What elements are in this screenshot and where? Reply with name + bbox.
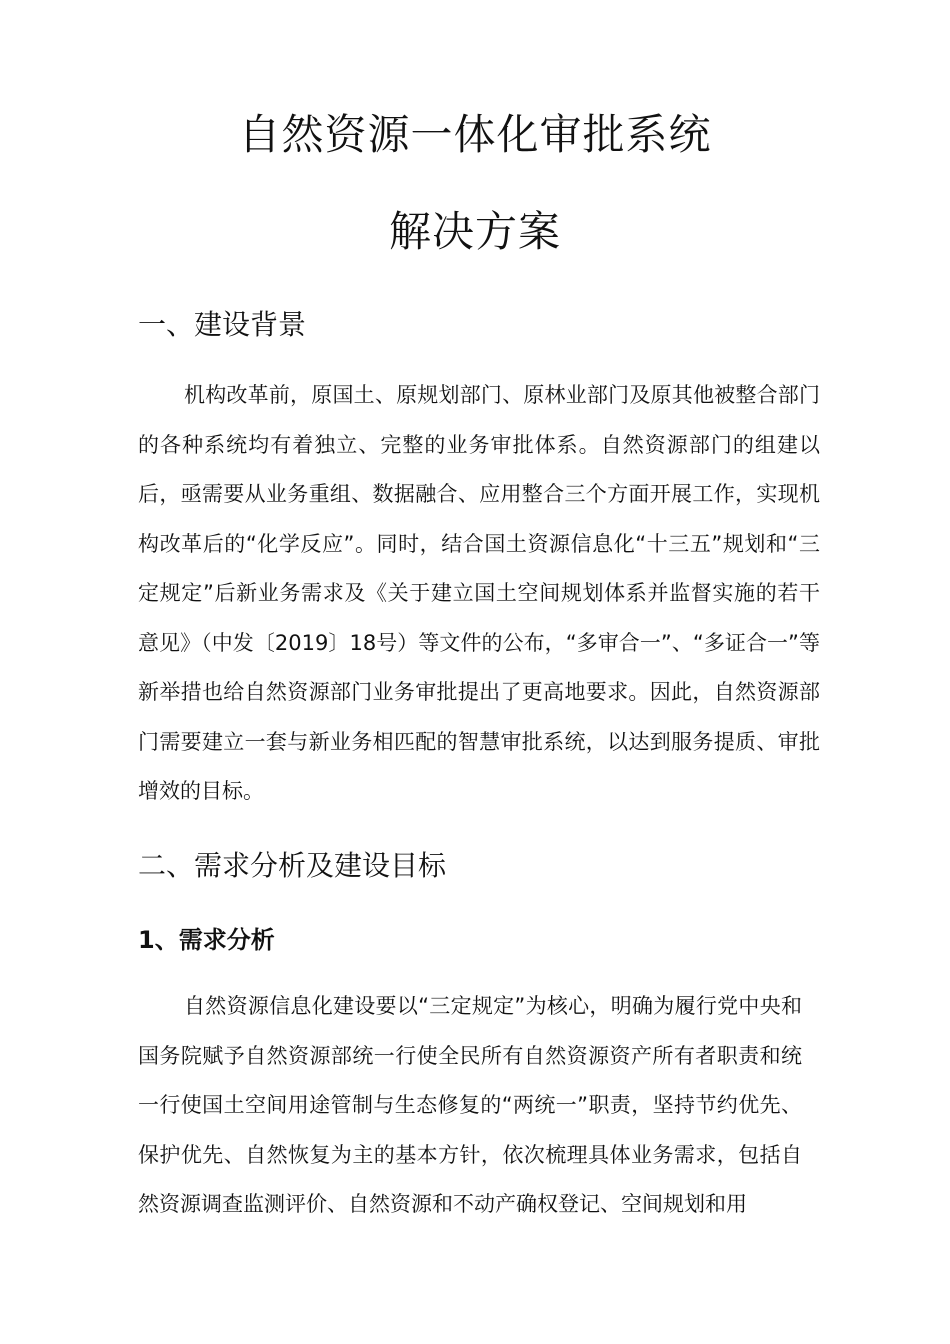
- requirements-paragraph: 自然资源信息化建设要以“三定规定”为核心，明确为履行党中央和国务院赋予自然资源部统一行使全民所有自然资源资产所有者职责和统一行使国土空间用途管制与生态修复的“两统一”职责，坚持节约优先、保护优先、自然恢复为主的基本方针，依次梳理具体业务需求，包括自然资源调查监测评价、自然资源和不动产确权登记、空间规划和用: [138, 994, 802, 1216]
- document-title-line-1: 自然资源一体化审批系统: [238, 110, 712, 159]
- background-paragraph: 机构改革前，原国土、原规划部门、原林业部门及原其他被整合部门的各种系统均有着独立、完整的业务审批体系。自然资源部门的组建以后，亟需要从业务重组、数据融合、应用整合三个方面开展工作，实现机构改革后的“化学反应”。同时，结合国土资源信息化“十三五”规划和“三定规定”后新业务需求及《关于建立国土空间规划体系并监督实施的若干意见》（中发〔2019〕18号）等文件的公布，“多审合一”、“多证合一”等新举措也给自然资源部门业务审批提出了更高地要求。因此，自然资源部门需要建立一套与新业务相匹配的智慧审批系统，以达到服务提质、审批增效的目标。: [138, 383, 820, 803]
- subsection-title: 、需求分析: [154, 925, 275, 954]
- document-title-line-2: 解决方案: [388, 207, 561, 256]
- subsection-number: 1: [138, 926, 155, 954]
- section-heading-requirements-goals: 二、需求分析及建设目标: [138, 849, 447, 882]
- section-heading-background: 一、建设背景: [138, 308, 307, 341]
- subsection-heading-requirements-analysis: [138, 922, 275, 958]
